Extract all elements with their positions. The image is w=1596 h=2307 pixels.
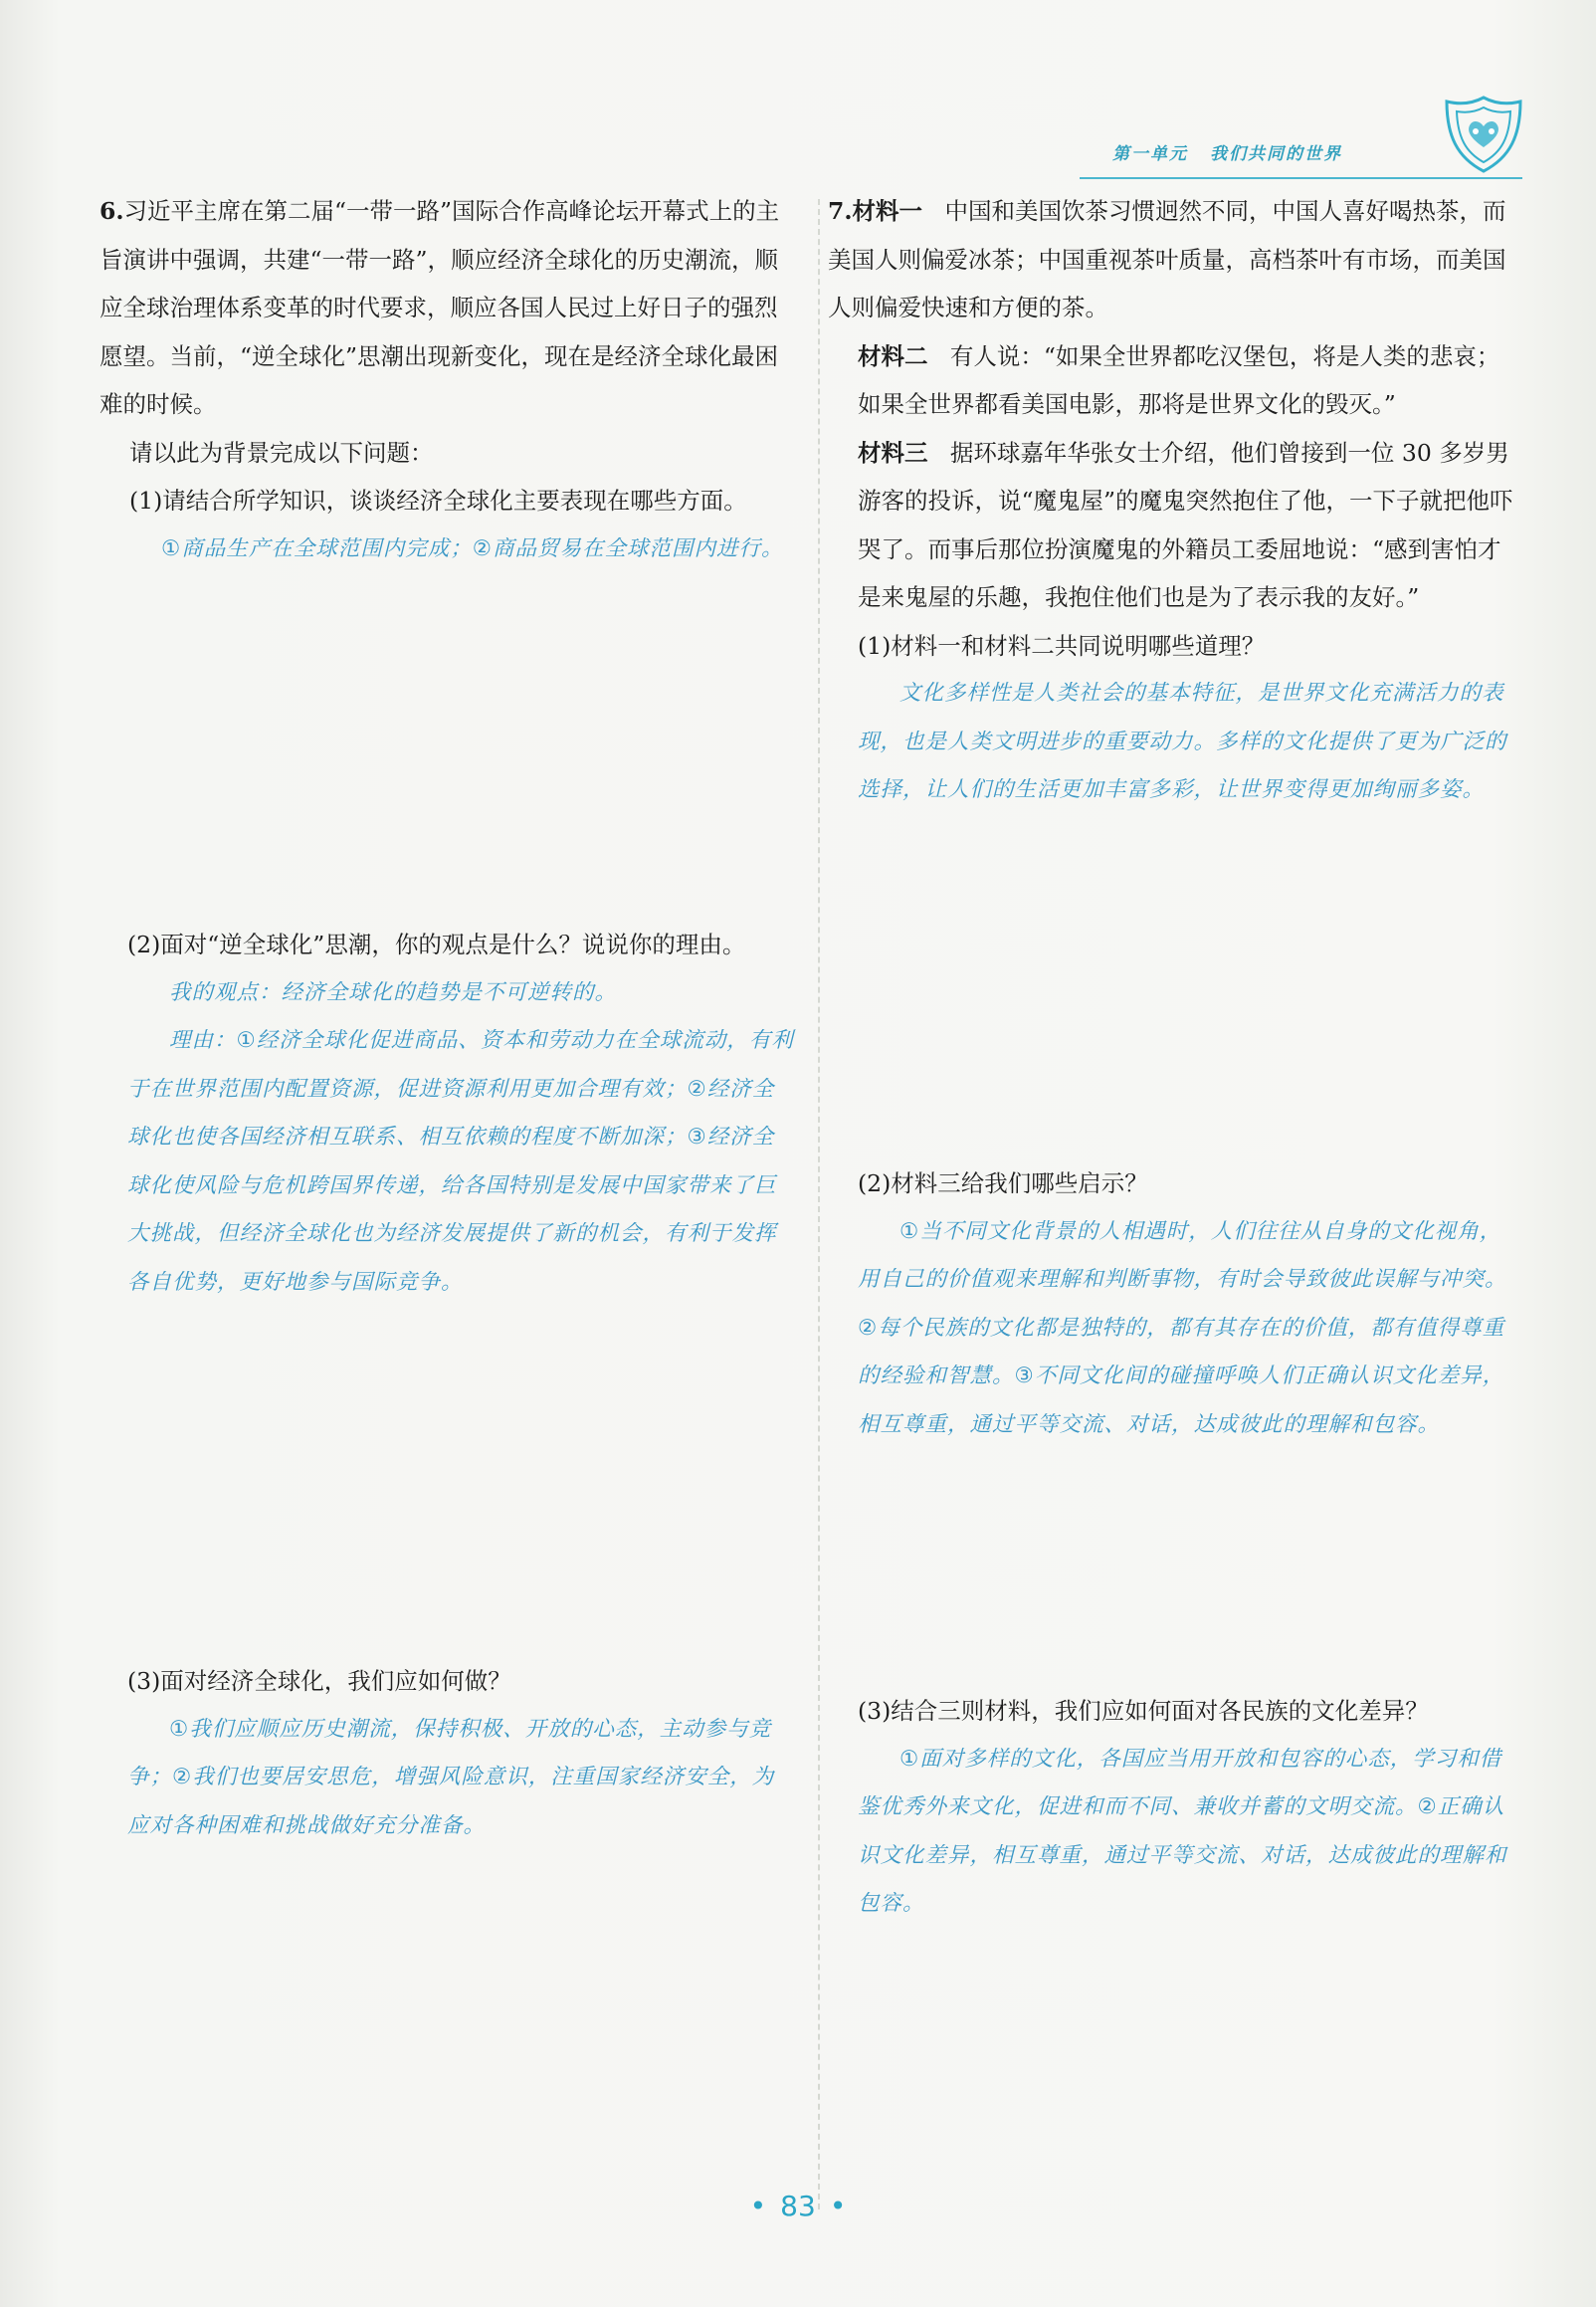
q7-part2 — [858, 1159, 1514, 1449]
q7-part3 — [858, 1687, 1514, 1929]
q6-stem: 习近平主席在第二届“一带一路”国际合作高峰论坛开幕式上的主旨演讲中强调，共建“一带一路”，顺应经济全球化的历史潮流，顺应全球治理体系变革的时代要求，顺应各国人民过上好日子的强烈愿望。当前，“逆全球化”思潮出现新变化，现在是经济全球化最困难的时候。 — [100, 197, 780, 418]
q7-answer3: ①面对多样的文化，各国应当用开放和包容的心态，学习和借鉴优秀外来文化，促进和而不同、兼收并蓄的文明交流。②正确认识文化差异，相互尊重，通过平等交流、对话，达成彼此的理解和包容。 — [858, 1746, 1507, 1916]
shield-logo-icon — [1441, 92, 1526, 177]
q6-sub2: (2)面对“逆全球化”思潮，你的观点是什么？说说你的理由。 — [127, 931, 746, 958]
q7-sub2: (2)材料三给我们哪些启示？ — [858, 1169, 1148, 1197]
q7-material1 — [828, 187, 1514, 332]
q6-answer3: ①我们应顺应历史潮流，保持积极、开放的心态，主动参与竞争；②我们也要居安思危，增强风险意识，注重国家经济安全，为应对各种困难和挑战做好充分准备。 — [127, 1716, 775, 1838]
q6-instruction: 请以此为背景完成以下问题： — [129, 438, 434, 467]
page-number-value: 83 — [780, 2190, 816, 2222]
q7-answer2: ①当不同文化背景的人相遇时，人们往往从自身的文化视角，用自己的价值观来理解和判断事物，有时会导致彼此误解与冲突。②每个民族的文化都是独特的，都有其存在的价值，都有值得尊重的经验和智慧。③不同文化间的碰撞呼唤人们正确认识文化差异，相互尊重，通过平等交流、对话，达成彼此的理解和包容。 — [858, 1218, 1507, 1437]
q7-m3-label: 材料三 — [858, 438, 928, 467]
q6-answer2-view: 我的观点：经济全球化的趋势是不可逆转的。 — [169, 979, 618, 1005]
header-rule — [1080, 177, 1522, 179]
q6-answer1: ①商品生产在全球范围内完成；②商品贸易在全球范围内进行。 — [161, 535, 784, 561]
q7-material2 — [828, 332, 1514, 429]
q7-sub1: (1)材料一和材料二共同说明哪些道理？ — [858, 631, 1266, 660]
unit-label: 第一单元 — [1112, 144, 1188, 164]
q6-sub3: (3)面对经济全球化，我们应如何做？ — [127, 1667, 511, 1695]
q6-number: 6. — [100, 197, 124, 225]
page-number — [0, 2190, 1596, 2222]
q7-sub3: (3)结合三则材料，我们应如何面对各民族的文化差异？ — [858, 1697, 1429, 1725]
q7-number: 7. — [828, 197, 853, 225]
q7-material3 — [828, 429, 1514, 622]
q7-m2-label: 材料二 — [858, 341, 928, 370]
q7-m1-label: 材料一 — [852, 197, 923, 225]
q7-m1-text: 中国和美国饮茶习惯迥然不同，中国人喜好喝热茶，而美国人则偏爱冰茶；中国重视茶叶质量，高档茶叶有市场，而美国人则偏爱快速和方便的茶。 — [828, 197, 1506, 321]
q7-m3-text: 据环球嘉年华张女士介绍，他们曾接到一位 30 多岁男游客的投诉，说“魔鬼屋”的魔鬼突然抱住了他，一下子就把他吓哭了。而事后那位扮演魔鬼的外籍员工委屈地说：“感到害怕才是来鬼屋的乐趣，我抱住他们也是为了表示我的友好。” — [858, 438, 1513, 611]
q6-answer2-reason: 理由：①经济全球化促进商品、资本和劳动力在全球流动，有利于在世界范围内配置资源，促进资源利用更加合理有效；②经济全球化也使各国经济相互联系、相互依赖的程度不断加深；③经济全球化使风险与危机跨国界传递，给各国特别是发展中国家带来了巨大挑战，但经济全球化也为经济发展提供了新的机会，有利于发挥各自优势，更好地参与国际竞争。 — [127, 1028, 794, 1295]
q7-answer1: 文化多样性是人类社会的基本特征，是世界文化充满活力的表现，也是人类文明进步的重要动力。多样的文化提供了更为广泛的选择，让人们的生活更加丰富多彩，让世界变得更加绚丽多姿。 — [858, 681, 1507, 802]
unit-title: 我们共同的世界 — [1210, 144, 1342, 164]
unit-header — [1112, 139, 1342, 164]
bullet-dot-right: • — [829, 2190, 847, 2222]
column-divider — [818, 199, 820, 2209]
q6-stem-block — [100, 187, 786, 429]
q6-part2 — [127, 921, 794, 1307]
bullet-dot-left: • — [749, 2190, 767, 2222]
question-6 — [100, 187, 786, 573]
q6-sub1: (1)请结合所学知识，谈谈经济全球化主要表现在哪些方面。 — [129, 487, 747, 515]
q7-m2-text: 有人说：“如果全世界都吃汉堡包，将是人类的悲哀；如果全世界都看美国电影，那将是世界文化的毁灭。” — [858, 341, 1500, 418]
question-7 — [828, 187, 1514, 815]
q6-part3 — [127, 1657, 794, 1850]
